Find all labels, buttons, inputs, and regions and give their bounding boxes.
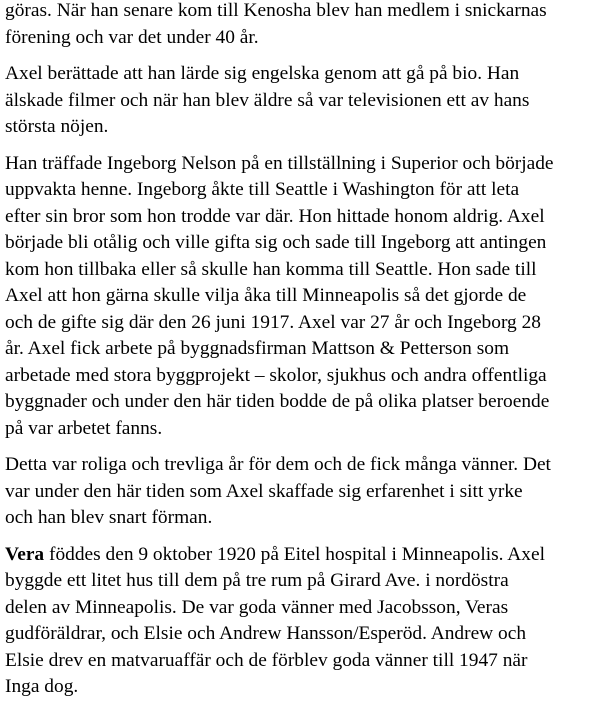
text-line: Elsie drev en matvaruaffär och de förblev goda vänner till 1947 när: [5, 649, 528, 671]
text-line: delen av Minneapolis. De var goda vänner med Jacobsson, Veras: [5, 596, 509, 618]
text-line: Axel berättade att han lärde sig engelska genom att gå på bio. Han: [5, 63, 520, 84]
text-line: arbetade med stora byggprojekt – skolor, sjukhus och andra offentliga: [5, 364, 547, 386]
text-line: byggnader och under den här tiden bodde de på olika platser beroende: [5, 391, 550, 412]
text-line: största nöjen.: [5, 116, 109, 137]
text-line: och han blev snart förman.: [5, 507, 213, 528]
text-line: efter sin bror som hon trodde var där. Hon hittade honom aldrig. Axel: [5, 205, 545, 227]
text-line: förening och var det under 40 år.: [5, 26, 259, 48]
text-line: gudföräldrar, och Elsie och Andrew Hansson/Esperöd. Andrew och: [5, 623, 527, 644]
text-line: kom hon tillbaka eller så skulle han komma till Seattle. Hon sade till: [5, 258, 537, 280]
paragraph-4: [5, 452, 613, 532]
paragraph-3: [5, 151, 613, 443]
text-line: uppvakta henne. Ingeborg åkte till Seattle i Washington för att leta: [5, 179, 520, 200]
text-line: göras. När han senare kom till Kenosha blev han medlem i snickarnas: [5, 0, 547, 21]
text-line: var under den här tiden som Axel skaffade sig erfarenhet i sitt yrke: [5, 480, 523, 502]
text-line: började bli otålig och ville gifta sig och sade till Ingeborg att antingen: [5, 232, 547, 253]
text-line: byggde ett litet hus till dem på tre rum på Girard Ave. i nordöstra: [5, 570, 509, 591]
document-page: [5, 0, 613, 701]
text-line: älskade filmer och när han blev äldre så var televisionen ett av hans: [5, 89, 530, 111]
text-line: Detta var roliga och trevliga år för dem och de fick många vänner. Det: [5, 454, 551, 475]
paragraph-2: [5, 61, 613, 141]
text-line: Axel att hon gärna skulle vilja åka till Minneapolis så det gjorde de: [5, 285, 527, 306]
text-line: år. Axel fick arbete på byggnadsfirman Mattson & Petterson som: [5, 338, 510, 359]
text-line-first: [5, 542, 613, 569]
text-run: föddes den 9 oktober 1920 på Eitel hospital i Minneapolis. Axel: [44, 543, 545, 565]
text-line: på var arbetet fanns.: [5, 417, 163, 439]
paragraph-1: [5, 0, 613, 51]
paragraph-5: [5, 542, 613, 701]
bold-name-vera: Vera: [5, 543, 45, 565]
text-line: Inga dog.: [5, 676, 79, 697]
text-line: Han träffade Ingeborg Nelson på en tillställning i Superior och började: [5, 152, 554, 174]
text-line: och de gifte sig där den 26 juni 1917. Axel var 27 år och Ingeborg 28: [5, 311, 541, 333]
